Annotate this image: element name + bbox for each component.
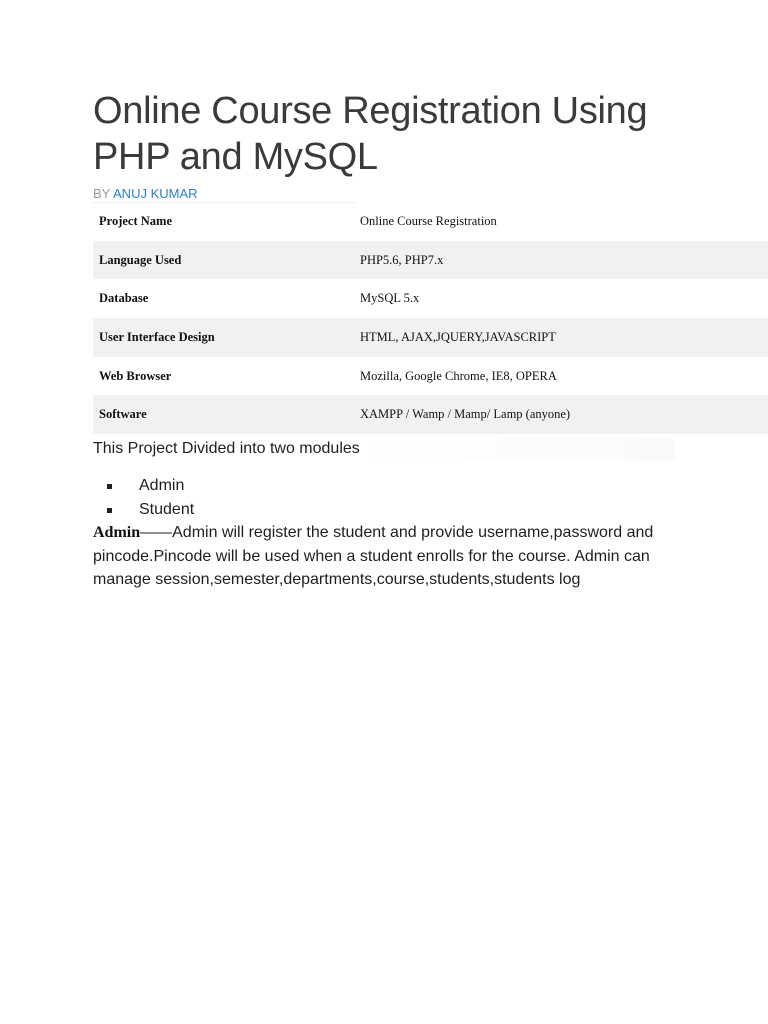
byline [93,186,355,203]
project-details-table [93,202,768,434]
table-row [93,279,768,318]
row-label: Project Name [99,213,172,228]
table-row [93,318,768,357]
table-row [93,395,768,434]
author-link[interactable]: ANUJ KUMAR [113,186,198,201]
row-value: HTML, AJAX,JQUERY,JAVASCRIPT [354,318,768,357]
admin-lead: Admin [93,524,141,541]
module-label: Student [139,501,195,518]
row-value: XAMPP / Wamp / Mamp/ Lamp (anyone) [354,395,768,434]
admin-description-text: Admin will register the student and provide username,password and pincode.Pincode will be used when a student enrolls for the course. Admin can manage session,semester,departments,course,students,students log [93,524,654,589]
row-value: MySQL 5.x [360,291,420,306]
row-value: Online Course Registration [360,213,497,228]
square-bullet-icon [107,484,112,489]
table-row [93,357,768,396]
modules-intro: This Project Divided into two modules [93,438,675,460]
row-label: Web Browser [99,368,172,383]
row-label: Software [93,395,354,434]
row-value: PHP5.6, PHP7.x [354,241,768,280]
module-list [93,474,194,522]
list-item [93,498,194,522]
module-label: Admin [139,477,185,494]
table-row [93,241,768,280]
table-row [93,202,768,241]
lead-separator: —— [140,524,173,541]
row-label: Database [99,291,149,306]
row-label: User Interface Design [93,318,354,357]
page-title: Online Course Registration Using PHP and MySQL [93,90,648,178]
admin-description [93,521,683,592]
row-label: Language Used [93,241,354,280]
row-value: Mozilla, Google Chrome, IE8, OPERA [360,368,557,383]
list-item [93,474,194,498]
byline-prefix: BY [93,186,114,201]
square-bullet-icon [107,508,112,513]
